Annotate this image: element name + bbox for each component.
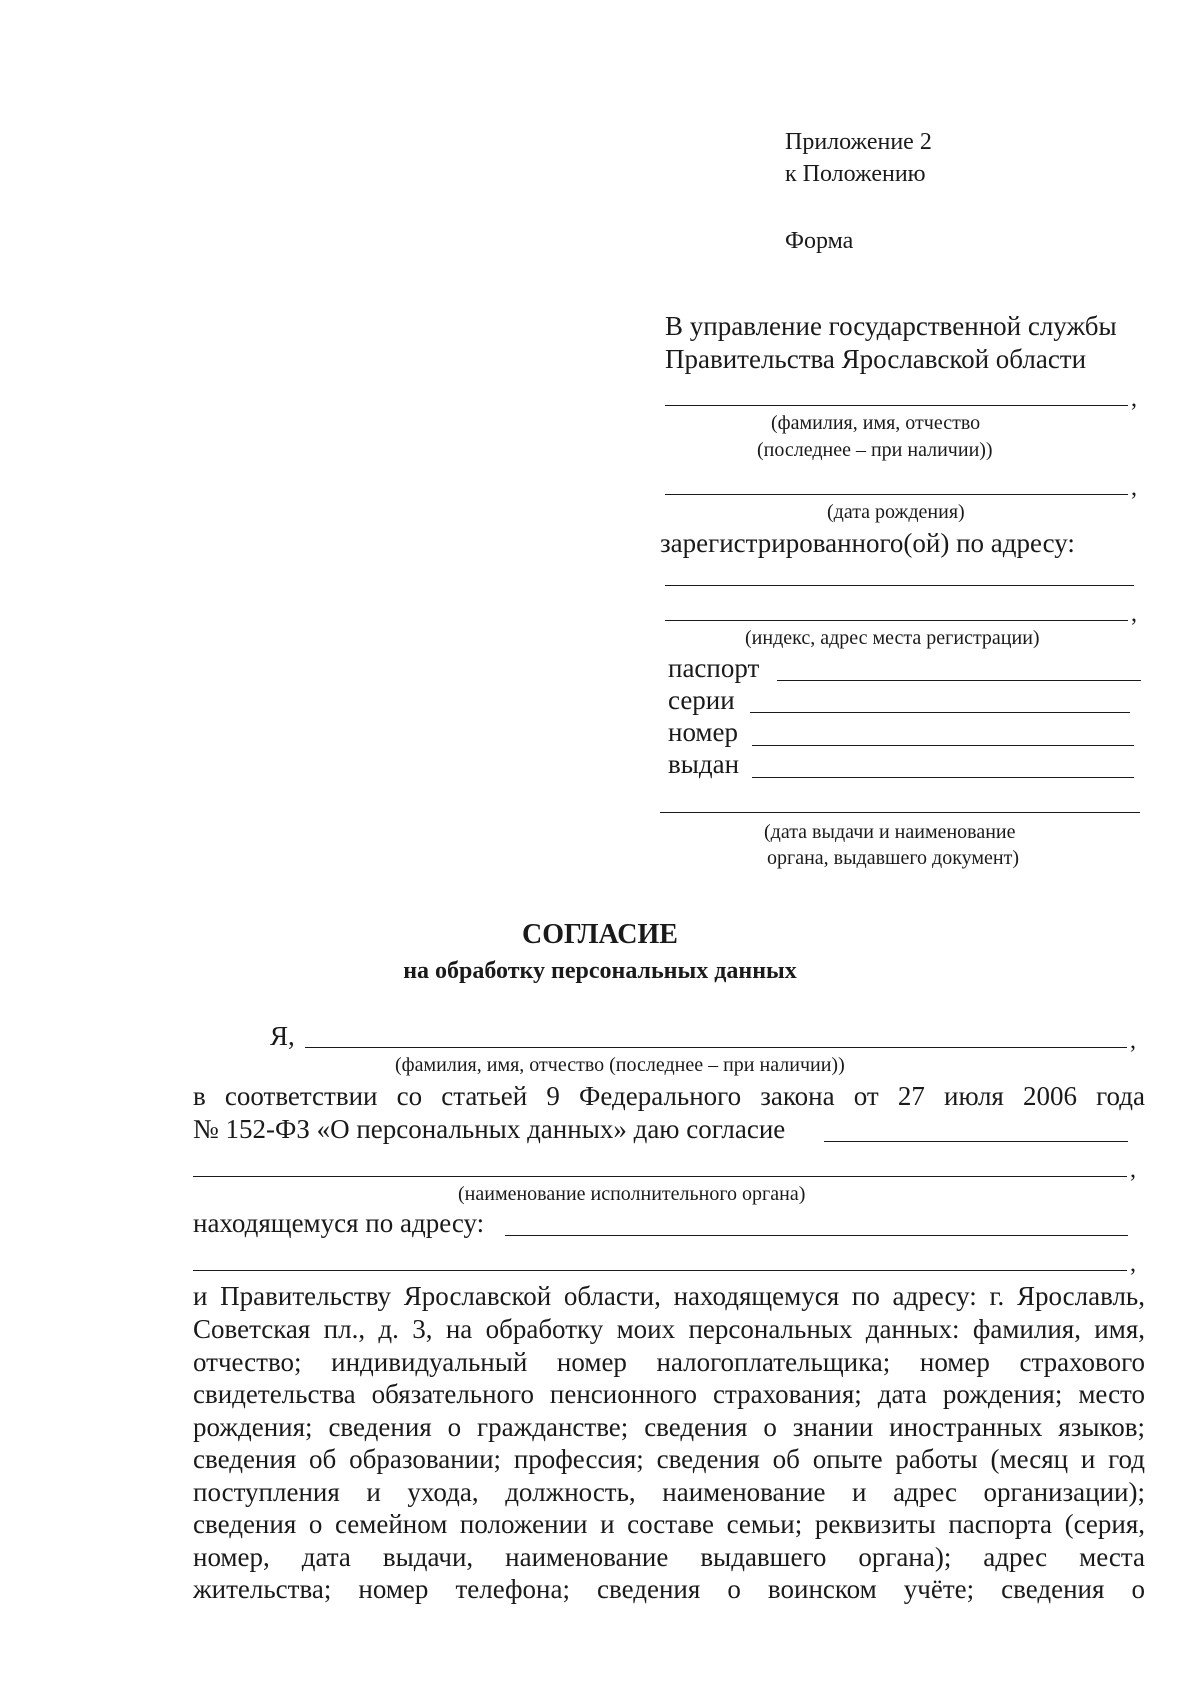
form-label: Форма	[785, 228, 854, 254]
addressee-line-1: В управление государственной службы	[665, 311, 1117, 341]
organ-address-underline-2	[193, 1270, 1127, 1271]
addressee-line-2: Правительства Ярославской области	[665, 344, 1087, 374]
consenter-fio-caption: (фамилия, имя, отчество (последнее – при наличии))	[395, 1054, 845, 1076]
birth-date-caption: (дата рождения)	[827, 501, 965, 523]
appendix-label: Приложение 2	[785, 129, 932, 155]
i-label: Я,	[270, 1021, 295, 1051]
registered-label: зарегистрированного(ой) по адресу:	[660, 528, 1075, 558]
passport-label: паспорт	[668, 653, 760, 683]
paragraph-line: жительства; номер телефона; сведения о воинском учёте; сведения о	[193, 1574, 1145, 1604]
number-underline	[752, 745, 1134, 746]
document-title: СОГЛАСИЕ	[522, 919, 678, 950]
organ-caption: (наименование исполнительного органа)	[458, 1183, 806, 1205]
paragraph-line: Советская пл., д. 3, на обработку моих персональных данных: фамилия, имя,	[193, 1314, 1145, 1344]
paragraph-line: рождения; сведения о гражданстве; сведения о знании иностранных языков;	[193, 1412, 1145, 1442]
paragraph-line: свидетельства обязательного пенсионного страхования; дата рождения; место	[193, 1379, 1145, 1409]
organ-underline-2	[193, 1176, 1127, 1177]
organ-address-underline-1	[505, 1235, 1128, 1236]
issued-caption-2: органа, выдавшего документ)	[767, 847, 1020, 869]
paragraph-line: номер, дата выдачи, наименование выдавшего органа); адрес места	[193, 1542, 1145, 1572]
paragraph-line: поступления и ухода, должность, наименование и адрес организации);	[193, 1477, 1145, 1507]
address-caption: (индекс, адрес места регистрации)	[745, 627, 1040, 649]
birth-date-underline	[665, 494, 1128, 495]
law-reference-line-1: в соответствии со статьей 9 Федерального закона от 27 июля 2006 года	[193, 1081, 1145, 1111]
paragraph-line: сведения об образовании; профессия; сведения об опыте работы (месяц и год	[193, 1444, 1145, 1474]
located-label: находящемуся по адресу:	[193, 1208, 485, 1238]
passport-underline	[777, 680, 1141, 681]
number-label: номер	[668, 717, 739, 747]
paragraph-line: отчество; индивидуальный номер налогоплательщика; номер страхового	[193, 1347, 1145, 1377]
paragraph-line: и Правительству Ярославской области, находящемуся по адресу: г. Ярославль,	[193, 1281, 1145, 1311]
fio-underline	[665, 405, 1128, 406]
address-underline-2	[665, 620, 1128, 621]
law-reference-line-2: № 152-ФЗ «О персональных данных» даю согласие	[193, 1114, 786, 1144]
paragraph-line: сведения о семейном положении и составе семьи; реквизиты паспорта (серия,	[193, 1509, 1145, 1539]
issued-underline	[752, 777, 1134, 778]
issued-details-underline	[660, 812, 1140, 813]
regulation-reference: к Положению	[785, 161, 926, 187]
series-label: серии	[668, 685, 735, 715]
issued-label: выдан	[668, 749, 740, 779]
fio-caption-2: (последнее – при наличии))	[757, 439, 993, 461]
fio-caption-1: (фамилия, имя, отчество	[771, 412, 981, 434]
organ-underline-1	[824, 1141, 1128, 1142]
document-subtitle: на обработку персональных данных	[403, 958, 797, 984]
consenter-fio-underline	[305, 1047, 1127, 1048]
series-underline	[750, 712, 1130, 713]
issued-caption-1: (дата выдачи и наименование	[764, 821, 1016, 843]
address-underline-1	[665, 585, 1134, 586]
